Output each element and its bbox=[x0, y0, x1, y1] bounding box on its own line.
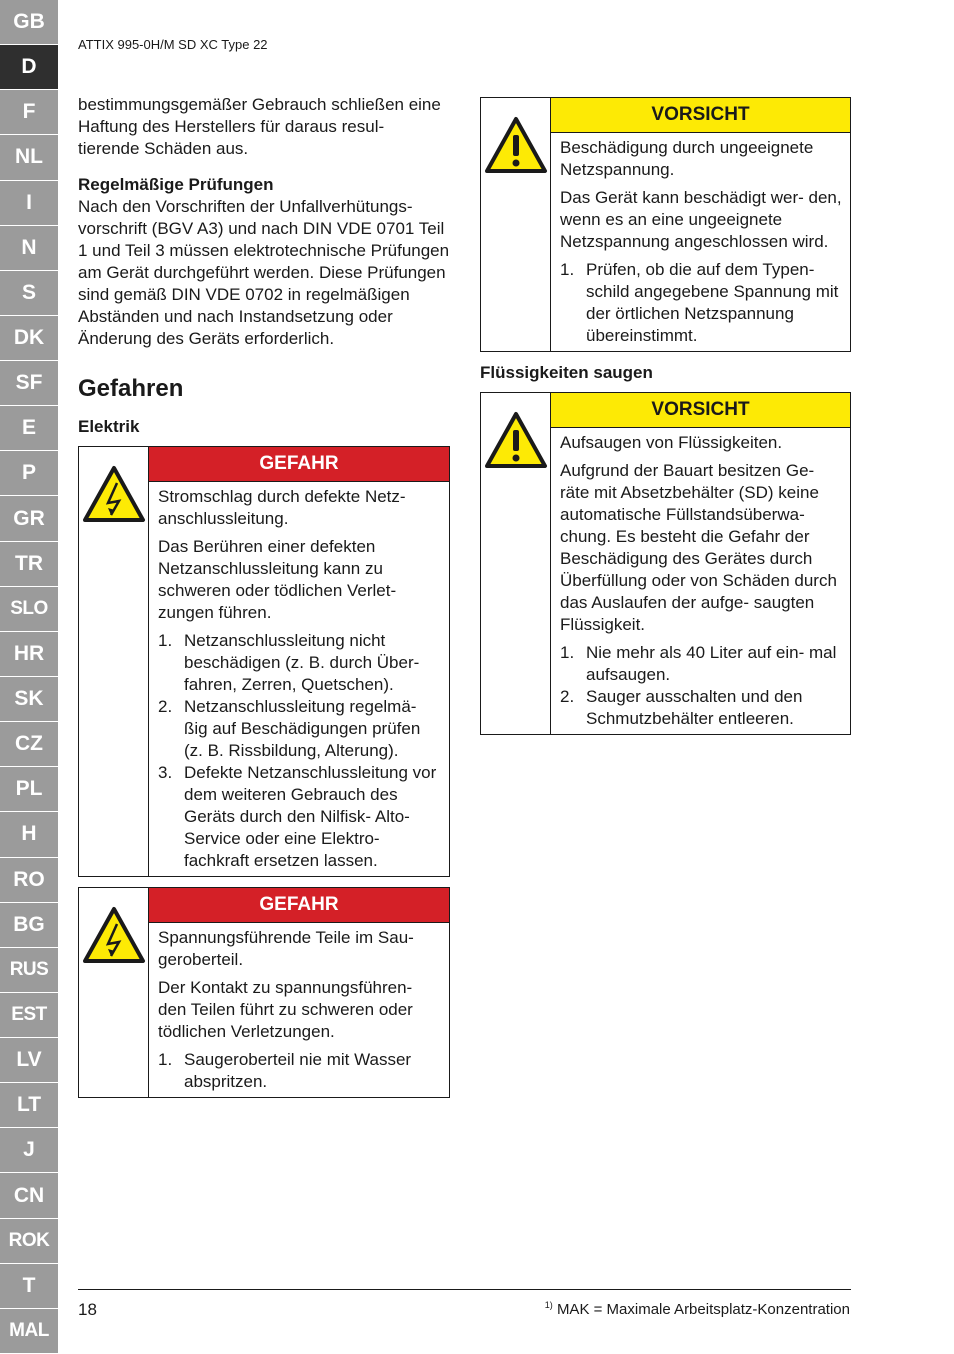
language-tab-cn[interactable]: CN bbox=[0, 1173, 58, 1218]
language-tab-lv[interactable]: LV bbox=[0, 1038, 58, 1083]
language-tab-j[interactable]: J bbox=[0, 1128, 58, 1173]
danger-box-power-cable bbox=[78, 446, 450, 877]
list-item: 3. Defekte Netzanschlussleitung vor dem weiteren Gebrauch des Geräts durch den Nilfisk- Alto-Service oder eine Elektro- fachkraft ersetzen lassen. bbox=[158, 763, 437, 870]
language-tab-mal[interactable]: MAL bbox=[0, 1309, 58, 1354]
page-number: 18 bbox=[78, 1300, 97, 1319]
language-tab-rus[interactable]: RUS bbox=[0, 948, 58, 993]
action-steps bbox=[560, 642, 842, 730]
language-tab-nl[interactable]: NL bbox=[0, 135, 58, 180]
language-tab-ro[interactable]: RO bbox=[0, 858, 58, 903]
list-item: 1. Prüfen, ob die auf dem Typen- schild angegebene Spannung mit der örtlichen Netzspannung übereinstimmt. bbox=[560, 260, 839, 345]
intro-paragraph: bestimmungsgemäßer Gebrauch schließen eine Haftung des Herstellers für daraus resul- tierende Schäden aus. bbox=[78, 95, 441, 158]
language-tab-cz[interactable]: CZ bbox=[0, 722, 58, 767]
language-tab-pl[interactable]: PL bbox=[0, 767, 58, 812]
language-tab-rok[interactable]: ROK bbox=[0, 1219, 58, 1264]
language-tab-s[interactable]: S bbox=[0, 271, 58, 316]
list-item: 2. Netzanschlussleitung regelmä- ßig auf Beschädigungen prüfen (z. B. Rissbildung, Alterung). bbox=[158, 697, 421, 760]
danger-label: GEFAHR bbox=[149, 888, 449, 923]
language-tab-d[interactable]: D bbox=[0, 45, 58, 90]
footnote-text: MAK = Maximale Arbeitsplatz-Konzentration bbox=[556, 1301, 850, 1318]
list-item: 1. Netzanschlussleitung nicht beschädigen (z. B. durch Über- fahren, Zerren, Quetschen). bbox=[158, 631, 420, 694]
language-tab-t[interactable]: T bbox=[0, 1264, 58, 1309]
caution-label: VORSICHT bbox=[551, 393, 850, 428]
language-tab-tr[interactable]: TR bbox=[0, 542, 58, 587]
language-tab-bg[interactable]: BG bbox=[0, 903, 58, 948]
language-tab-n[interactable]: N bbox=[0, 226, 58, 271]
language-tab-slo[interactable]: SLO bbox=[0, 587, 58, 632]
list-item: 1. Nie mehr als 40 Liter auf ein- mal aufsaugen. bbox=[560, 643, 837, 684]
hazard-detail: Das Berühren einer defekten Netzanschlussleitung kann zu schweren oder tödlichen Verlet- zungen führen. bbox=[158, 537, 397, 622]
footnote-marker: 1) bbox=[544, 1300, 553, 1310]
high-voltage-warning-icon bbox=[82, 906, 146, 964]
document-title: ATTIX 995-0H/M SD XC Type 22 bbox=[78, 37, 268, 52]
high-voltage-warning-icon bbox=[82, 465, 146, 523]
right-column bbox=[480, 97, 851, 735]
hazard-lead: Spannungsführende Teile im Sau- geroberteil. bbox=[158, 928, 414, 969]
action-steps bbox=[158, 1049, 441, 1093]
footer-divider bbox=[78, 1289, 851, 1290]
exclamation-warning-icon bbox=[484, 116, 548, 174]
language-tab-sk[interactable]: SK bbox=[0, 677, 58, 722]
language-tab-e[interactable]: E bbox=[0, 406, 58, 451]
hazard-lead: Aufsaugen von Flüssigkeiten. bbox=[560, 433, 783, 452]
language-tab-dk[interactable]: DK bbox=[0, 316, 58, 361]
hazard-detail: Der Kontakt zu spannungsführen- den Teilen führt zu schweren oder tödlichen Verletzungen. bbox=[158, 978, 413, 1041]
caution-label: VORSICHT bbox=[551, 98, 850, 133]
language-tab-gb[interactable]: GB bbox=[0, 0, 58, 45]
list-item: 2. Sauger ausschalten und den Schmutzbehälter entleeren. bbox=[560, 687, 803, 728]
language-tab-gr[interactable]: GR bbox=[0, 496, 58, 541]
action-steps bbox=[560, 259, 842, 347]
hazard-lead: Beschädigung durch ungeeignete Netzspannung. bbox=[560, 138, 814, 179]
language-sidebar bbox=[0, 0, 58, 1354]
action-steps bbox=[158, 630, 441, 872]
exclamation-warning-icon bbox=[484, 411, 548, 469]
hazard-lead: Stromschlag durch defekte Netz- anschlussleitung. bbox=[158, 487, 406, 528]
caution-box-voltage bbox=[480, 97, 851, 352]
hazard-detail: Das Gerät kann beschädigt wer- den, wenn es an eine ungeeignete Netzspannung angeschlossen wird. bbox=[560, 188, 842, 251]
language-tab-est[interactable]: EST bbox=[0, 993, 58, 1038]
language-tab-p[interactable]: P bbox=[0, 451, 58, 496]
hazard-detail: Aufgrund der Bauart besitzen Ge- räte mit Absetzbehälter (SD) keine automatische Füllstandsüberwa- chung. Es besteht die Gefahr der Beschädigung des Gerätes durch Überfüllung oder von Schäden durch das Auslaufen der aufge- saugten Flüssigkeit. bbox=[560, 461, 837, 634]
section-title: Gefahren bbox=[78, 375, 184, 402]
language-tab-sf[interactable]: SF bbox=[0, 361, 58, 406]
inspection-paragraph: Nach den Vorschriften der Unfallverhütungs- vorschrift (BGV A3) und nach DIN VDE 0701 Teil 1 und Teil 3 müssen elektrotechnische Prüfungen am Gerät durchgeführt werden. Diese Prüfungen sind gemäß DIN VDE 0702 in regelmäßigen Abständen und nach Instandsetzung oder Änderung des Geräts erforderlich. bbox=[78, 197, 450, 348]
list-item: 1. Saugeroberteil nie mit Wasser abspritzen. bbox=[158, 1050, 412, 1091]
danger-label: GEFAHR bbox=[149, 447, 449, 482]
language-tab-f[interactable]: F bbox=[0, 90, 58, 135]
electric-heading: Elektrik bbox=[78, 417, 140, 436]
language-tab-i[interactable]: I bbox=[0, 181, 58, 226]
caution-box-liquids bbox=[480, 392, 851, 735]
danger-box-live-parts bbox=[78, 887, 450, 1098]
inspection-heading: Regelmäßige Prüfungen bbox=[78, 175, 274, 194]
footnote bbox=[545, 1300, 850, 1318]
language-tab-hr[interactable]: HR bbox=[0, 632, 58, 677]
liquids-heading: Flüssigkeiten saugen bbox=[480, 363, 653, 382]
language-tab-lt[interactable]: LT bbox=[0, 1083, 58, 1128]
language-tab-h[interactable]: H bbox=[0, 812, 58, 857]
left-column bbox=[78, 94, 450, 1098]
